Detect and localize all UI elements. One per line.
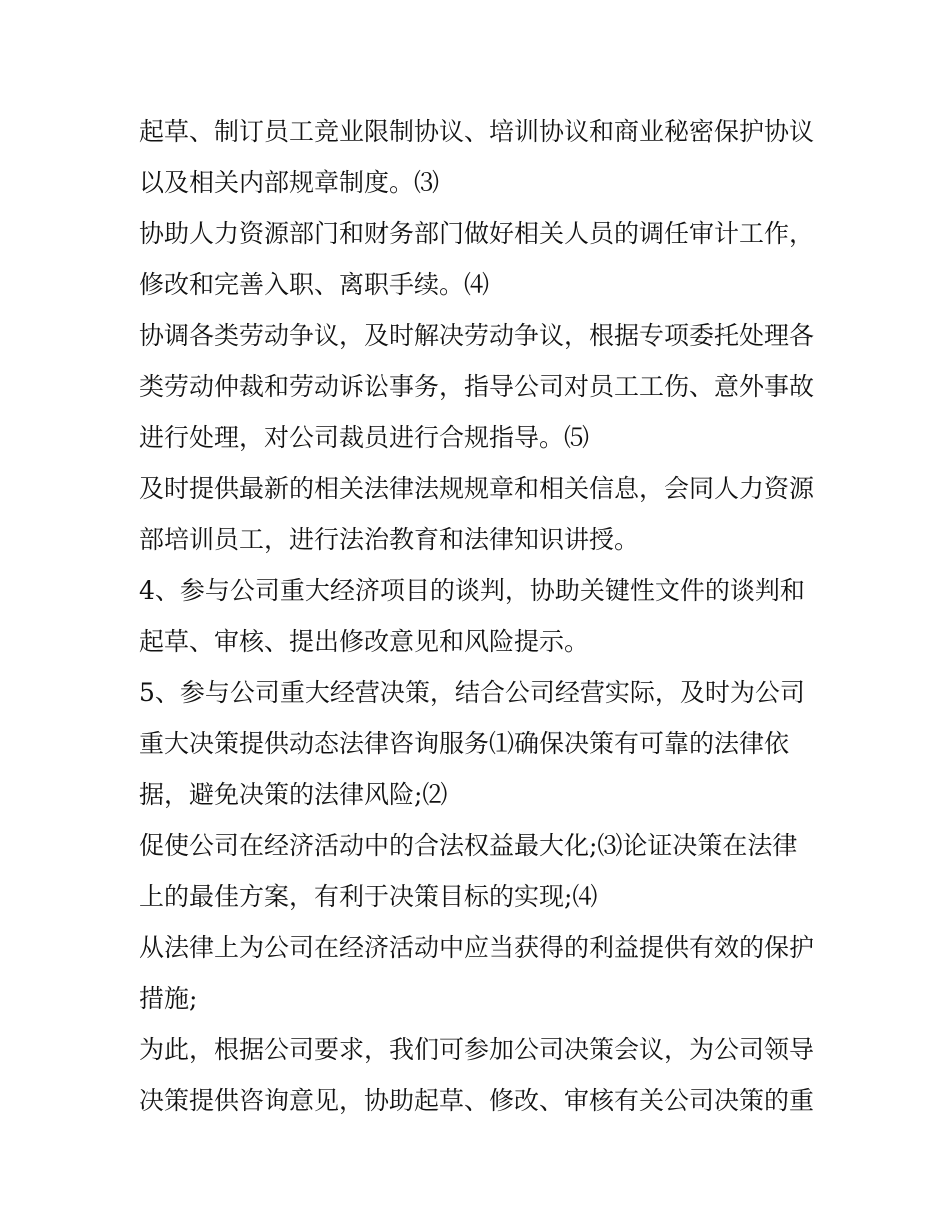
- text-line: 重大决策提供动态法律咨询服务⑴确保决策有可靠的法律依: [139, 729, 790, 758]
- text-line: 从法律上为公司在经济活动中应当获得的利益提供有效的保护: [139, 933, 815, 962]
- text-line: 促使公司在经济活动中的合法权益最大化;⑶论证决策在法律: [139, 831, 798, 860]
- text-line: 协助人力资源部门和财务部门做好相关人员的调任审计工作，: [139, 219, 815, 248]
- text-line: 类劳动仲裁和劳动诉讼事务，指导公司对员工工伤、意外事故: [139, 372, 815, 401]
- text-line: 4、参与公司重大经济项目的谈判，协助关键性文件的谈判和: [139, 576, 805, 605]
- text-line: 起草、制订员工竞业限制协议、培训协议和商业秘密保护协议: [139, 117, 815, 146]
- text-line: 修改和完善入职、离职手续。⑷: [139, 270, 490, 299]
- text-line: 协调各类劳动争议，及时解决劳动争议，根据专项委托处理各: [139, 321, 815, 350]
- text-line: 以及相关内部规章制度。⑶: [139, 168, 440, 197]
- text-line: 为此，根据公司要求，我们可参加公司决策会议，为公司领导: [139, 1035, 815, 1064]
- text-line: 5、参与公司重大经营决策，结合公司经营实际，及时为公司: [139, 678, 805, 707]
- text-line: 措施;: [139, 984, 198, 1013]
- body-text: [139, 106, 819, 1126]
- text-line: 进行处理，对公司裁员进行合规指导。⑸: [139, 423, 590, 452]
- text-line: 部培训员工，进行法治教育和法律知识讲授。: [139, 525, 640, 554]
- text-line: 上的最佳方案，有利于决策目标的实现;⑷: [139, 882, 598, 911]
- text-line: 据，避免决策的法律风险;⑵: [139, 780, 448, 809]
- text-line: 及时提供最新的相关法律法规规章和相关信息，会同人力资源: [139, 474, 815, 503]
- text-line: 决策提供咨询意见，协助起草、修改、审核有关公司决策的重: [139, 1086, 815, 1115]
- text-line: 起草、审核、提出修改意见和风险提示。: [139, 627, 590, 656]
